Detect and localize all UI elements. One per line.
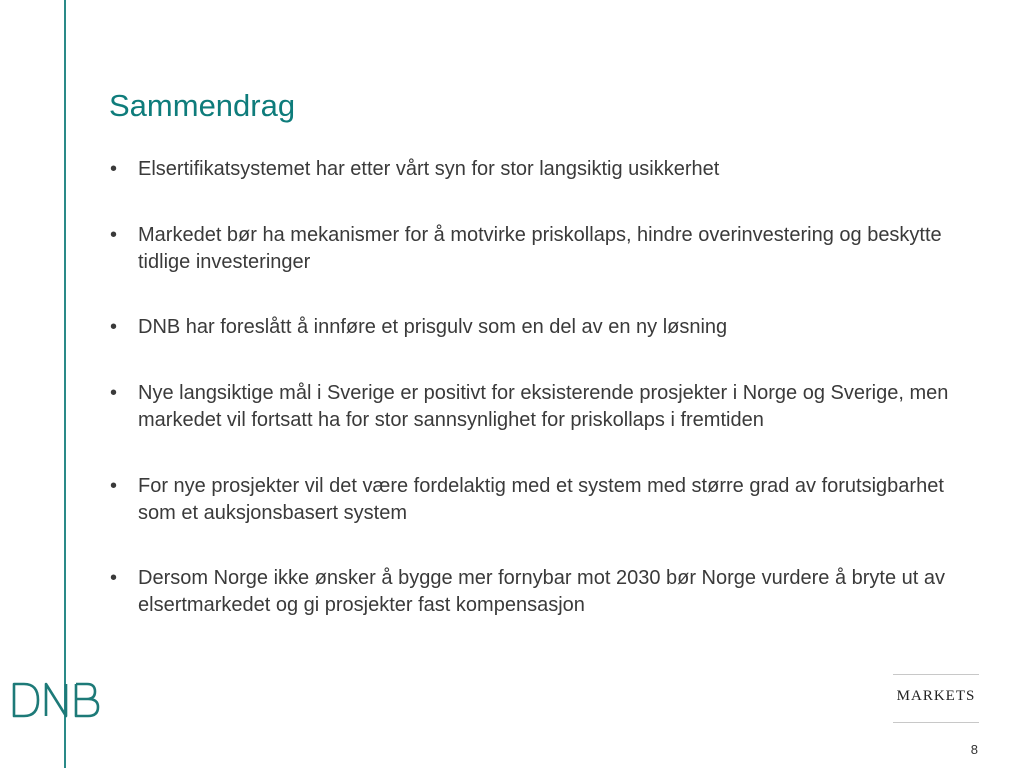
bullet-list bbox=[108, 156, 978, 619]
vertical-accent-line bbox=[64, 0, 66, 768]
bullet-dot: • bbox=[110, 316, 118, 338]
bullet-text: For nye prosjekter vil det være fordelaktig med et system med større grad av forutsigbarhet som et auksjonsbasert system bbox=[138, 475, 944, 524]
slide-title: Sammendrag bbox=[109, 88, 296, 123]
bullet-dot: • bbox=[110, 382, 118, 404]
bullet-dot: • bbox=[110, 475, 118, 497]
bullet-item bbox=[108, 380, 978, 434]
bullet-dot: • bbox=[110, 158, 118, 180]
bullet-item bbox=[108, 473, 978, 527]
dnb-logo bbox=[12, 680, 102, 720]
bullet-item bbox=[108, 156, 978, 183]
bullet-item bbox=[108, 222, 978, 276]
bullet-text: Nye langsiktige mål i Sverige er positivt for eksisterende prosjekter i Norge og Sverige, men markedet vil fortsatt ha for stor sannsynlighet for priskollaps i fremtiden bbox=[138, 382, 949, 431]
bullet-dot: • bbox=[110, 567, 118, 589]
bullet-item bbox=[108, 565, 978, 619]
page-number: 8 bbox=[970, 742, 978, 757]
markets-label: MARKETS bbox=[896, 688, 976, 704]
markets-divider-bottom bbox=[893, 722, 979, 723]
bullet-text: DNB har foreslått å innføre et prisgulv som en del av en ny løsning bbox=[138, 316, 728, 338]
bullet-item bbox=[108, 314, 978, 341]
bullet-text: Dersom Norge ikke ønsker å bygge mer fornybar mot 2030 bør Norge vurdere å bryte ut av elsertmarkedet og gi prosjekter fast kompensasjon bbox=[138, 567, 946, 616]
markets-divider-top bbox=[893, 674, 979, 675]
bullet-text: Markedet bør ha mekanismer for å motvirke priskollaps, hindre overinvestering og beskytte tidlige investeringer bbox=[138, 224, 942, 273]
bullet-text: Elsertifikatsystemet har etter vårt syn for stor langsiktig usikkerhet bbox=[138, 158, 720, 180]
bullet-dot: • bbox=[110, 224, 118, 246]
